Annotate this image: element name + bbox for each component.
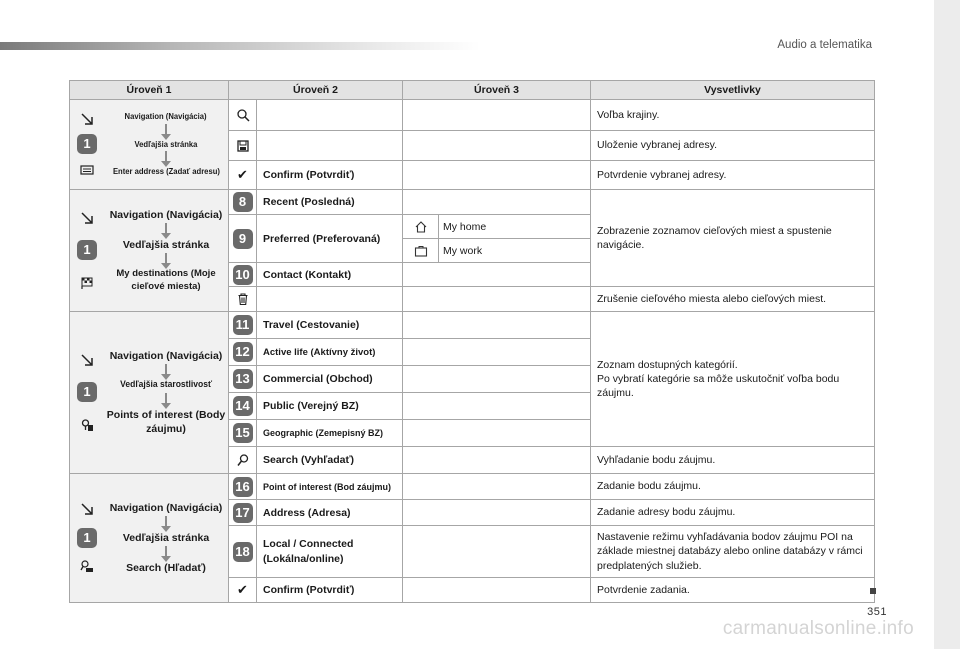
item-number-badge: 18	[233, 542, 253, 562]
level1-step: Vedľajšia stránka	[122, 238, 210, 251]
trash-icon[interactable]	[236, 292, 250, 306]
col-header-level1: Úroveň 1	[70, 81, 229, 100]
level1-step: Points of interest (Body záujmu)	[106, 408, 226, 435]
description: Uloženie vybranej adresy.	[591, 131, 875, 161]
flow-arrow-icon	[165, 223, 167, 234]
description: Zobrazenie zoznamov cieľových miest a spustenie navigácie.	[591, 190, 875, 287]
level2-icon-cell	[229, 131, 257, 161]
level2-label[interactable]: Contact (Kontakt)	[257, 263, 403, 287]
level2-label[interactable]: Local / Connected (Lokálna/online)	[257, 526, 403, 578]
level2-label[interactable]: Public (Verejný BZ)	[257, 393, 403, 420]
description: Voľba krajiny.	[591, 100, 875, 131]
level2-label	[257, 100, 403, 131]
flow-arrow-icon	[165, 124, 167, 135]
level2-icon-cell	[229, 366, 257, 393]
navigation-arrow-icon	[80, 211, 94, 225]
level2-icon-cell	[229, 500, 257, 526]
description-line: Zoznam dostupných kategórií.	[597, 358, 738, 371]
level2-label[interactable]: Geographic (Zemepisný BZ)	[257, 420, 403, 447]
description: Potvrdenie zadania.	[591, 578, 875, 603]
navigation-arrow-icon	[80, 502, 94, 516]
flow-arrow-icon	[165, 393, 167, 404]
step-badge: 1	[77, 134, 97, 154]
page-marker	[870, 588, 876, 594]
briefcase-icon[interactable]	[414, 244, 428, 258]
keyboard-icon	[80, 163, 94, 177]
step-badge: 1	[77, 240, 97, 260]
item-number-badge: 11	[233, 315, 253, 335]
page-number: 351	[867, 606, 887, 618]
item-number-badge: 13	[233, 369, 253, 389]
level1-step: Navigation (Navigácia)	[109, 208, 223, 221]
description: Zadanie adresy bodu záujmu.	[591, 500, 875, 526]
level3-cell	[403, 190, 591, 215]
search-abc-icon	[80, 559, 94, 573]
level2-icon-cell	[229, 287, 257, 312]
level1-cell	[70, 190, 229, 312]
level3-cell	[403, 339, 591, 366]
flow-arrow-icon	[165, 516, 167, 527]
level2-icon-cell	[229, 393, 257, 420]
level2-label[interactable]: Travel (Cestovanie)	[257, 312, 403, 339]
level3-cell	[403, 131, 591, 161]
level2-icon-cell	[229, 263, 257, 287]
level2-label[interactable]: Preferred (Preferovaná)	[257, 215, 403, 263]
level2-icon-cell	[229, 578, 257, 603]
home-icon[interactable]	[414, 220, 428, 234]
item-number-badge: 8	[233, 192, 253, 212]
level3-cell	[403, 393, 591, 420]
item-number-badge: 12	[233, 342, 253, 362]
description: Potvrdenie vybranej adresy.	[591, 161, 875, 190]
level3-label[interactable]: My work	[439, 239, 591, 263]
description: Nastavenie režimu vyhľadávania bodov záujmu POI na základe miestnej databázy alebo online databázy v rámci predplatených služieb.	[591, 526, 875, 578]
step-badge: 1	[77, 382, 97, 402]
level1-step: Vedľajšia starostlivosť	[120, 379, 212, 390]
step-badge: 1	[77, 528, 97, 548]
item-number-badge: 17	[233, 503, 253, 523]
item-number-badge: 10	[233, 265, 253, 285]
level3-icon-cell	[403, 215, 439, 239]
description: Zadanie bodu záujmu.	[591, 474, 875, 500]
flow-arrow-icon	[165, 253, 167, 264]
level2-label[interactable]: Recent (Posledná)	[257, 190, 403, 215]
table-row	[70, 190, 875, 215]
level1-cell	[70, 100, 229, 190]
navigation-arrow-icon	[80, 112, 94, 126]
navigation-arrow-icon	[80, 353, 94, 367]
save-disk-icon[interactable]	[236, 139, 250, 153]
description: Vyhľadanie bodu záujmu.	[591, 447, 875, 474]
description-line: Po vybratí kategórie sa môže uskutočniť voľba bodu záujmu.	[597, 372, 840, 400]
poi-icon	[80, 418, 94, 432]
level2-label[interactable]: Confirm (Potvrdiť)	[257, 161, 403, 190]
item-number-badge: 16	[233, 477, 253, 497]
col-header-notes: Vysvetlivky	[591, 81, 875, 100]
level2-label[interactable]: Address (Adresa)	[257, 500, 403, 526]
table-row	[70, 474, 875, 500]
table-row	[70, 312, 875, 339]
level2-icon-cell	[229, 190, 257, 215]
level3-cell	[403, 474, 591, 500]
section-title: Audio a telematika	[777, 39, 872, 51]
flow-arrow-icon	[165, 151, 167, 162]
level1-step: My destinations (Moje cieľové miesta)	[116, 267, 216, 292]
level2-label[interactable]: Active life (Aktívny život)	[257, 339, 403, 366]
level1-step: Vedľajšia stránka	[134, 138, 198, 149]
menu-structure-table	[69, 80, 875, 603]
level1-step: Navigation (Navigácia)	[124, 111, 208, 122]
flow-arrow-icon	[165, 546, 167, 557]
table-row	[70, 100, 875, 131]
level1-step: Search (Hľadať)	[126, 562, 206, 575]
level3-cell	[403, 500, 591, 526]
level2-icon-cell	[229, 526, 257, 578]
level3-cell	[403, 263, 591, 287]
level2-icon-cell	[229, 215, 257, 263]
level2-icon-cell	[229, 447, 257, 474]
level3-cell	[403, 366, 591, 393]
level2-label	[257, 287, 403, 312]
checkered-flag-icon	[80, 276, 94, 290]
side-strip	[934, 0, 960, 649]
level2-icon-cell	[229, 312, 257, 339]
flow-arrow-icon	[165, 364, 167, 375]
item-number-badge: 15	[233, 423, 253, 443]
level2-label[interactable]: Point of interest (Bod záujmu)	[257, 474, 403, 500]
level3-cell	[403, 161, 591, 190]
level2-label[interactable]: Search (Vyhľadať)	[257, 447, 403, 474]
item-number-badge: 14	[233, 396, 253, 416]
level1-step: Navigation (Navigácia)	[109, 501, 223, 514]
level3-cell	[403, 287, 591, 312]
watermark: carmanualsonline.info	[722, 618, 914, 639]
level2-icon-cell	[229, 100, 257, 131]
level3-label[interactable]: My home	[439, 215, 591, 239]
level2-icon-cell	[229, 339, 257, 366]
level3-cell	[403, 447, 591, 474]
level2-icon-cell	[229, 474, 257, 500]
level2-icon-cell	[229, 161, 257, 190]
level3-icon-cell	[403, 239, 439, 263]
col-header-level2: Úroveň 2	[229, 81, 403, 100]
checkmark-icon[interactable]: ✔	[237, 167, 248, 182]
level2-label[interactable]: Confirm (Potvrdiť)	[257, 578, 403, 603]
level3-cell	[403, 526, 591, 578]
level2-label[interactable]: Commercial (Obchod)	[257, 366, 403, 393]
header-gradient-bar	[0, 42, 480, 50]
level2-label	[257, 131, 403, 161]
level3-cell	[403, 420, 591, 447]
level3-cell	[403, 312, 591, 339]
level3-cell	[403, 578, 591, 603]
checkmark-icon[interactable]: ✔	[237, 582, 248, 597]
table-header-row	[70, 81, 875, 100]
level1-cell	[70, 312, 229, 474]
level1-step: Vedľajšia stránka	[122, 531, 210, 544]
description	[591, 312, 875, 447]
level3-cell	[403, 100, 591, 131]
level2-icon-cell	[229, 420, 257, 447]
search-icon[interactable]	[236, 453, 250, 467]
item-number-badge: 9	[233, 229, 253, 249]
description: Zrušenie cieľového miesta alebo cieľových miest.	[591, 287, 875, 312]
level1-cell	[70, 474, 229, 603]
level1-step: Navigation (Navigácia)	[109, 349, 223, 362]
level1-step: Enter address (Zadať adresu)	[112, 166, 220, 177]
col-header-level3: Úroveň 3	[403, 81, 591, 100]
country-search-icon[interactable]	[236, 108, 250, 122]
